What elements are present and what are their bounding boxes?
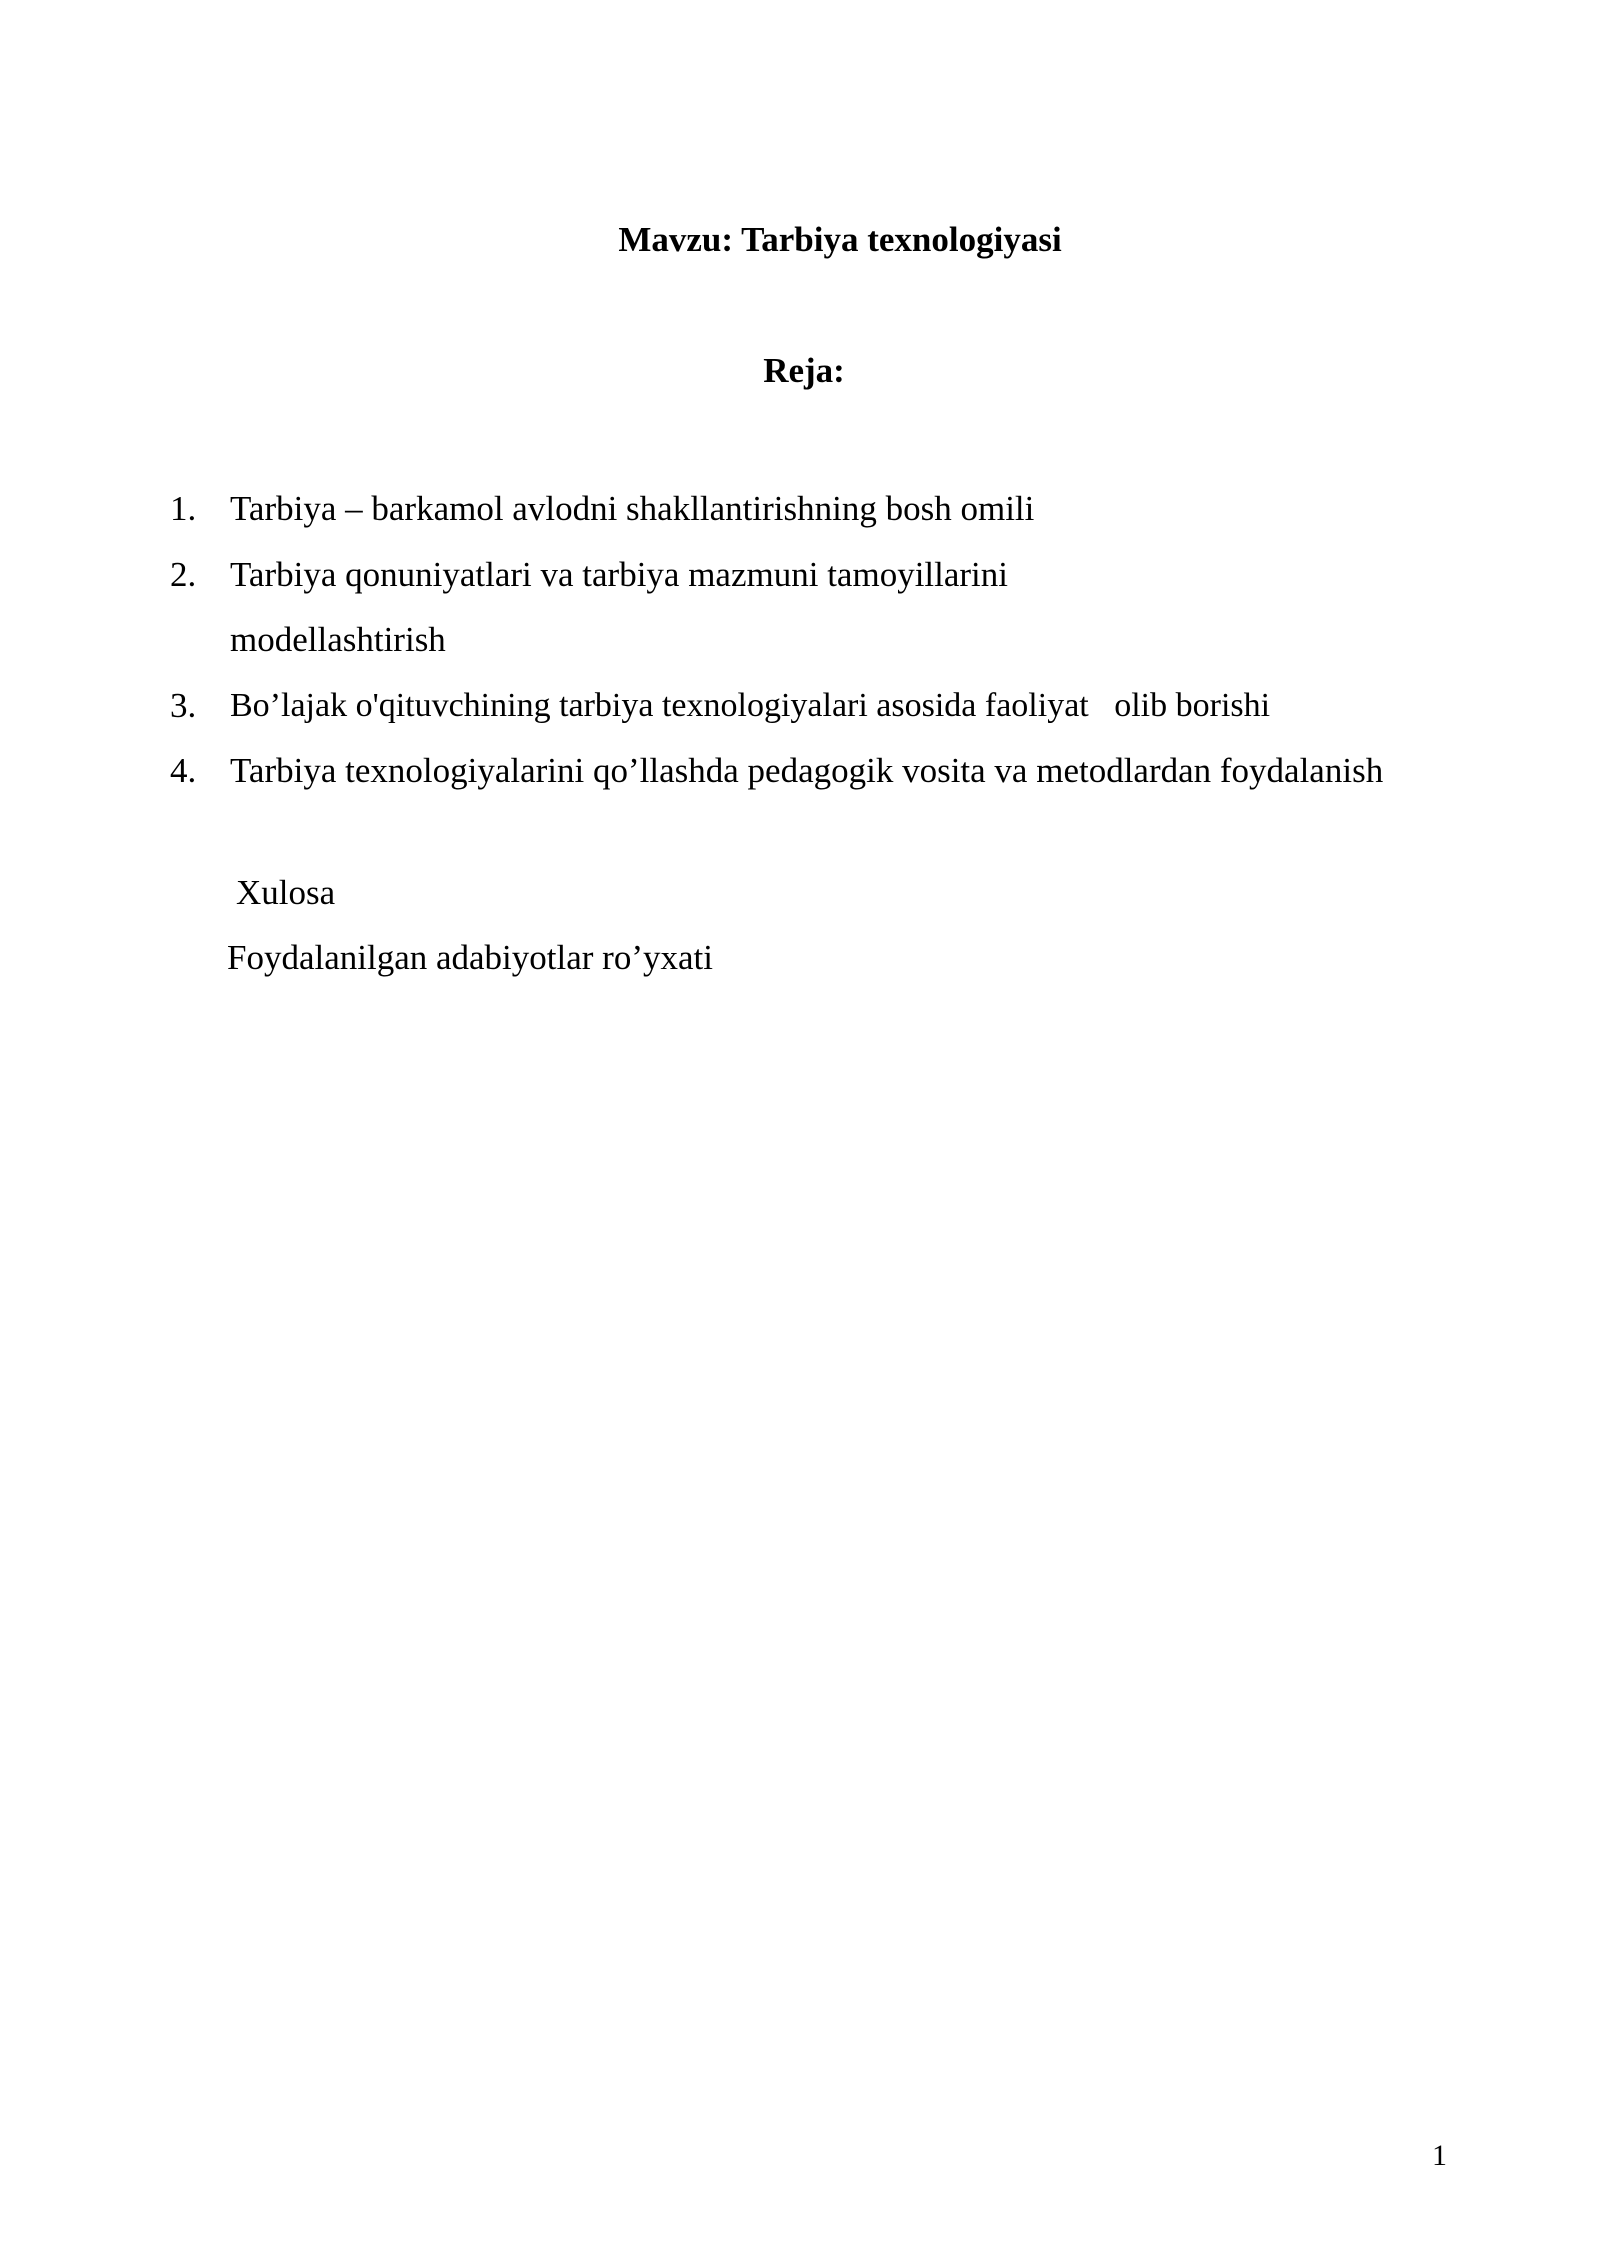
plan-item-4 [170, 738, 1400, 804]
references-entry: Foydalanilgan adabiyotlar ro’yxati [227, 938, 713, 977]
plan-item-2 [170, 542, 1400, 673]
plan-heading: Reja: [763, 351, 845, 390]
plan-item-number: 2. [170, 554, 197, 594]
plan-item-3 [170, 673, 1400, 739]
plan-item-text: Bo’lajak o'qituvchining tarbiya texnologiyalari asosida faoliyat olib borishi [230, 686, 1271, 724]
plan-item-number: 1. [170, 489, 197, 528]
plan-item-number: 3. [170, 685, 197, 725]
plan-item-text: Tarbiya – barkamol avlodni shakllantirishning bosh omili [230, 489, 1035, 528]
plan-item-text: Tarbiya qonuniyatlari va tarbiya mazmuni tamoyillarini modellashtirish [230, 554, 1008, 659]
plan-item-1 [170, 476, 1400, 542]
document-title: Mavzu: Tarbiya texnologiyasi [618, 220, 1062, 259]
page-number: 1 [1432, 2139, 1447, 2172]
plan-list [170, 476, 1400, 804]
plan-item-text: Tarbiya texnologiyalarini qo’llashda pedagogik vosita va metodlardan foydalanish [230, 751, 1384, 790]
conclusion-entry: Xulosa [236, 873, 336, 912]
plan-item-number: 4. [170, 751, 197, 790]
